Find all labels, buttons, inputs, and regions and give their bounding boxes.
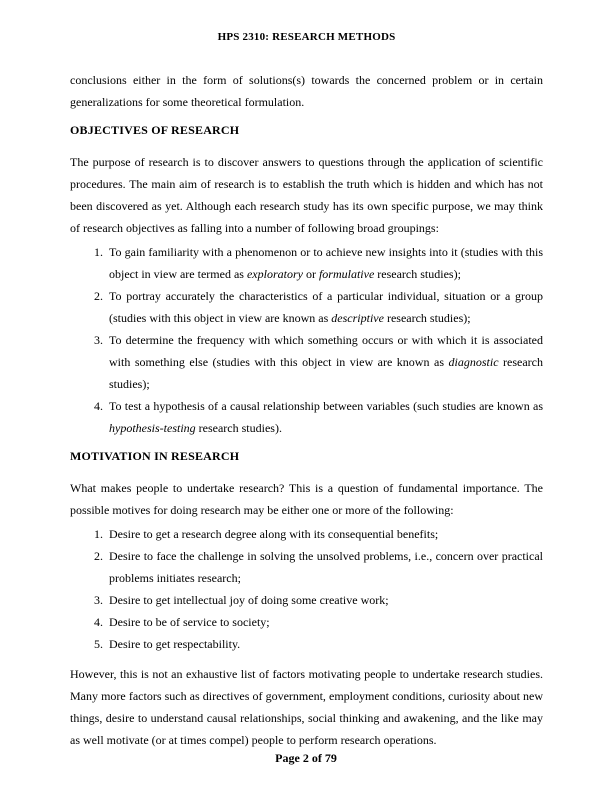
intro-paragraph: conclusions either in the form of solutions(s) towards the concerned problem or in certain generalizations for some theoretical formulation. — [70, 73, 543, 109]
page-footer: Page 2 of 79 — [275, 751, 337, 765]
objectives-paragraph: The purpose of research is to discover answers to questions through the application of scientific procedures. The main aim of research is to establish the truth which is hidden and which has not been discovered as yet. Although each research study has its own specific purpose, we may think of research objectives as falling into a number of following broad groupings: — [70, 155, 543, 235]
motivation-list-item-2: 2. Desire to face the challenge in solving the unsolved problems, i.e., concern over practical problems initiates research; — [106, 545, 543, 589]
closing-paragraph: However, this is not an exhaustive list of factors motivating people to undertake research studies. Many more factors such as directives of government, employment conditions, curiosity about new things, desire to understand causal relationships, social thinking and awakening, and the like may as well motivate (or at times compel) people to perform research operations. — [70, 667, 543, 747]
objectives-list-item-4: 4. To test a hypothesis of a causal relationship between variables (such studies are known as hypothesis-testing research studies). — [106, 395, 543, 439]
page-header-title: HPS 2310: RESEARCH METHODS — [217, 31, 396, 43]
motivation-list-item-3: 3. Desire to get intellectual joy of doing some creative work; — [106, 589, 543, 611]
objectives-list — [70, 241, 543, 439]
motivation-list-item-5: 5. Desire to get respectability. — [106, 633, 543, 655]
objectives-list-item-1: 1. To gain familiarity with a phenomenon or to achieve new insights into it (studies with this object in view are termed as exploratory or formulative research studies); — [106, 241, 543, 285]
objectives-heading: OBJECTIVES OF RESEARCH — [70, 123, 240, 137]
motivation-list-item-1: 1. Desire to get a research degree along with its consequential benefits; — [106, 523, 543, 545]
motivation-list-item-4: 4. Desire to be of service to society; — [106, 611, 543, 633]
motivation-list — [70, 523, 543, 655]
objectives-list-item-2: 2. To portray accurately the characteristics of a particular individual, situation or a group (studies with this object in view are known as descriptive research studies); — [106, 285, 543, 329]
objectives-list-item-3: 3. To determine the frequency with which something occurs or with which it is associated with something else (studies with this object in view are known as diagnostic research studies); — [106, 329, 543, 395]
motivation-paragraph: What makes people to undertake research? This is a question of fundamental importance. The possible motives for doing research may be either one or more of the following: — [70, 481, 543, 517]
motivation-heading: MOTIVATION IN RESEARCH — [70, 449, 240, 463]
